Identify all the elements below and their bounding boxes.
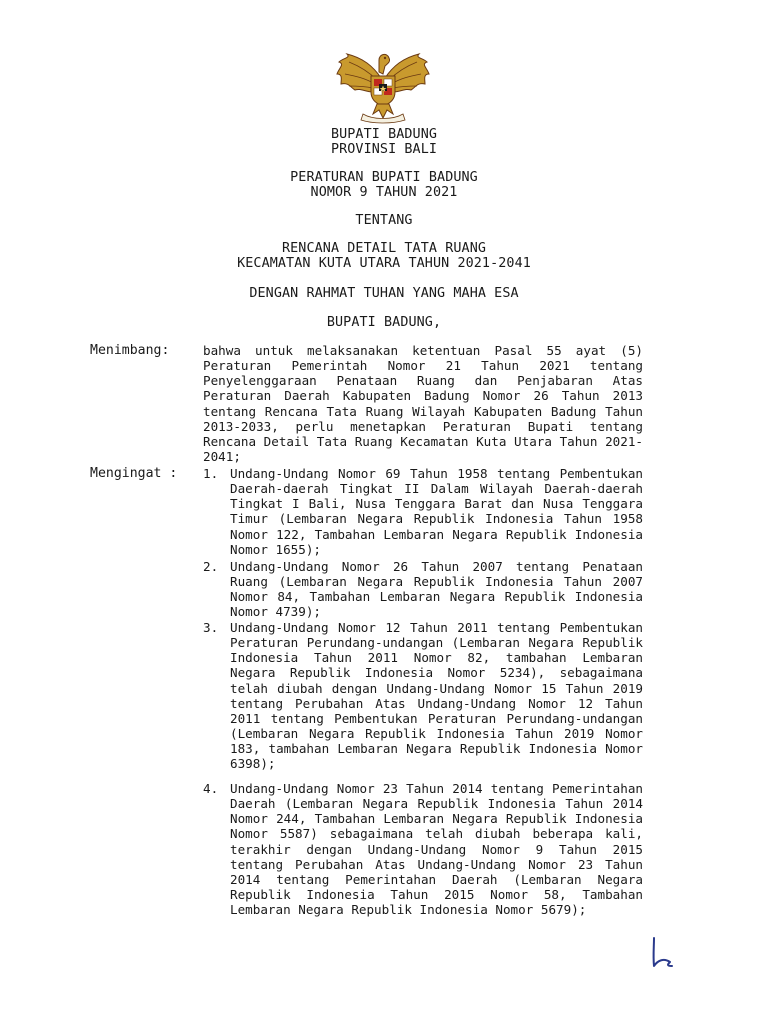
list-item-text: Undang-Undang Nomor 26 Tahun 2007 tentang Penataan Ruang (Lembaran Negara Republik Indonesia Tahun 2007 Nomor 84, Tambahan Lembaran Negara Republik Indonesia Nomor 4739); — [230, 559, 643, 620]
list-item-text: Undang-Undang Nomor 12 Tahun 2011 tentang Pembentukan Peraturan Perundang-undangan (Lembaran Negara Republik Indonesia Tahun 2011 Nomor 82, tambahan Lembaran Negara Republik Indonesia Nomor 5234), sebagaimana telah diubah dengan Undang-Undang Nomor 15 Tahun 2019 tentang Perubahan Atas Undang-Undang Nomor 12 Tahun 2011 tentang Pembentukan Peraturan Perundang-undangan (Lembaran Negara Republik Indonesia Tahun 2019 Nomor 183, tambahan Lembaran Negara Republik Indonesia Nomor 6398); — [230, 620, 643, 772]
preamble-line: DENGAN RAHMAT TUHAN YANG MAHA ESA — [249, 286, 519, 301]
garuda-emblem-icon — [333, 48, 433, 126]
mengingat-label: Mengingat : — [90, 466, 178, 481]
list-item-number: 3. — [203, 620, 219, 635]
list-item — [203, 559, 643, 620]
regulation-number: NOMOR 9 TAHUN 2021 — [310, 185, 458, 200]
subject-line-1: RENCANA DETAIL TATA RUANG — [281, 241, 487, 256]
subject-line-2: KECAMATAN KUTA UTARA TAHUN 2021-2041 — [237, 256, 531, 271]
list-item-text: Undang-Undang Nomor 23 Tahun 2014 tentang Pemerintahan Daerah (Lembaran Negara Republik Indonesia Tahun 2014 Nomor 244, Tambahan Lembaran Negara Republik Indonesia Nomor 5587) sebagaimana telah diubah beberapa kali, terakhir dengan Undang-Undang Nomor 9 Tahun 2015 tentang Perubahan Atas Undang-Undang Nomor 23 Tahun 2014 tentang Pemerintahan Daerah (Lembaran Negara Republik Indonesia Tahun 2015 Nomor 58, Tambahan Lembaran Negara Republik Indonesia Nomor 5679); — [230, 781, 643, 918]
authority-line: BUPATI BADUNG, — [326, 315, 442, 330]
about-label: TENTANG — [355, 213, 413, 228]
list-item-number: 4. — [203, 781, 219, 796]
province-title: PROVINSI BALI — [330, 142, 438, 157]
paraf-signature-icon — [648, 936, 676, 970]
list-item — [203, 620, 643, 772]
list-item-text: Undang-Undang Nomor 69 Tahun 1958 tentang Pembentukan Daerah-daerah Tingkat II Dalam Wilayah Daerah-daerah Tingkat I Bali, Nusa Tenggara Barat dan Nusa Tenggara Timur (Lembaran Negara Republik Indonesia Tahun 1958 Nomor 122, Tambahan Lembaran Negara Republik Indonesia Nomor 1655); — [230, 466, 643, 557]
menimbang-label: Menimbang: — [90, 343, 170, 358]
regent-title: BUPATI BADUNG — [330, 127, 438, 142]
regulation-title: PERATURAN BUPATI BADUNG — [290, 170, 478, 185]
menimbang-text: bahwa untuk melaksanakan ketentuan Pasal 55 ayat (5) Peraturan Pemerintah Nomor 21 Tahun 2021 tentang Penyelenggaraan Penataan Ruang dan Penjabaran Atas Peraturan Daerah Kabupaten Badung Nomor 26 Tahun 2013 tentang Rencana Tata Ruang Wilayah Kabupaten Badung Tahun 2013-2033, perlu menetapkan Peraturan Bupati tentang Rencana Detail Tata Ruang Kecamatan Kuta Utara Tahun 2021-2041; — [203, 343, 643, 465]
list-item — [203, 781, 643, 917]
list-item-number: 2. — [203, 559, 219, 574]
list-item-number: 1. — [203, 466, 219, 481]
list-item — [203, 466, 643, 557]
